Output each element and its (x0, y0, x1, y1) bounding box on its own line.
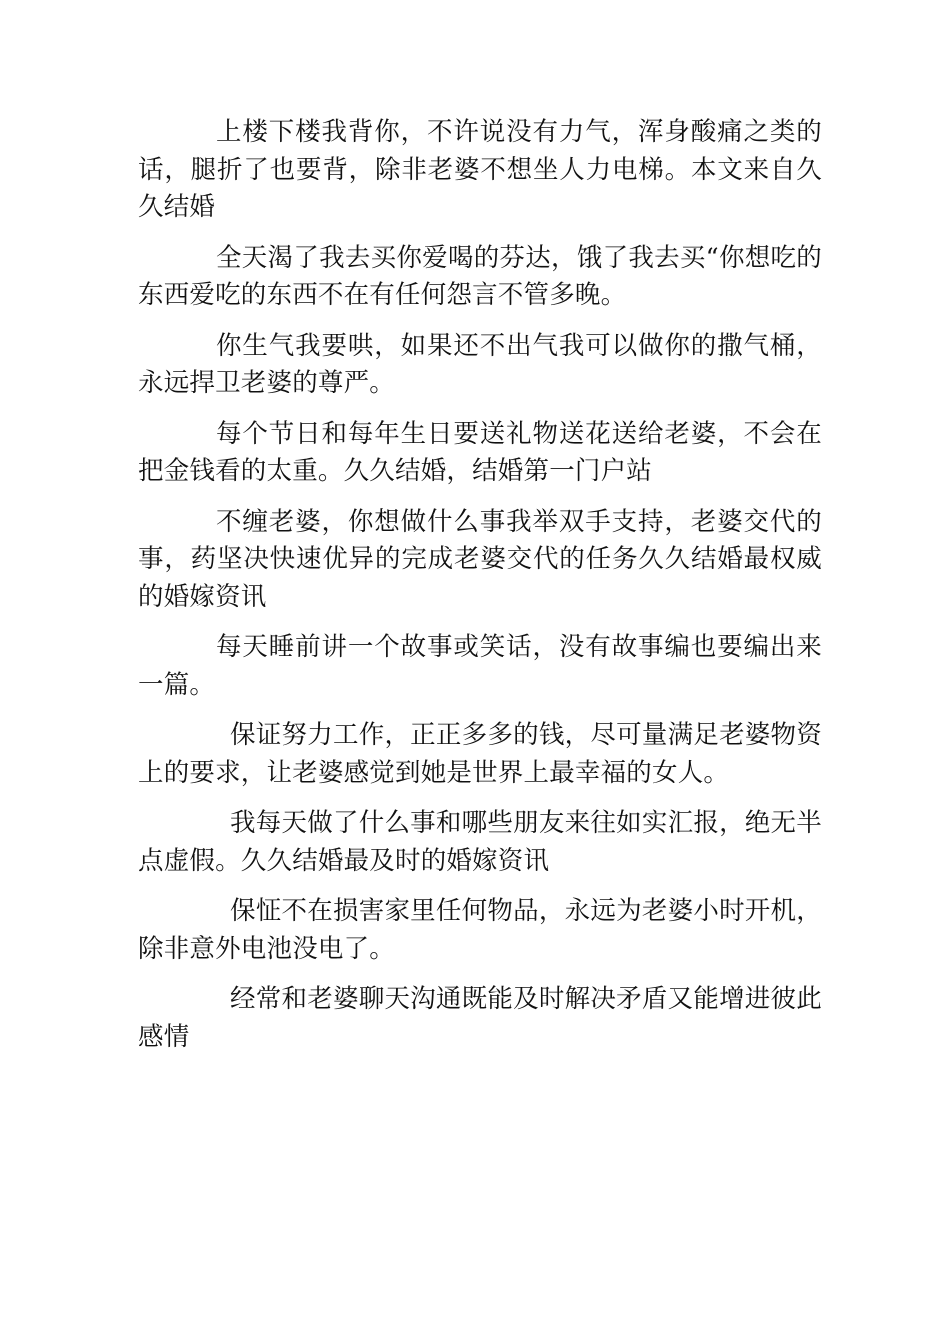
paragraph-1: 上楼下楼我背你，不许说没有力气，浑身酸痛之类的话，腿折了也要背，除非老婆不想坐人力电梯。本文来自久久结婚 (138, 117, 822, 222)
paragraph-3: 你生气我要哄，如果还不出气我可以做你的撒气桶，永远捍卫老婆的尊严。 (138, 330, 822, 398)
paragraph-7: 保证努力工作，正正多多的钱，尽可量满足老婆物资上的要求，让老婆感觉到她是世界上最幸福的女人。 (138, 720, 822, 788)
paragraph-9: 保怔不在损害家里任何物品，永远为老婆小时开机，除非意外电池没电了。 (138, 896, 822, 964)
paragraph-8: 我每天做了什么事和哪些朋友来往如实汇报，绝无半点虚假。久久结婚最及时的婚嫁资讯 (138, 808, 822, 876)
document-body (138, 114, 822, 1069)
paragraph-10: 经常和老婆聊天沟通既能及时解决矛盾又能增进彼此感情 (138, 984, 822, 1052)
paragraph-4: 每个节日和每年生日要送礼物送花送给老婆，不会在把金钱看的太重。久久结婚，结婚第一门户站 (138, 418, 822, 486)
paragraph-6: 每天睡前讲一个故事或笑话，没有故事编也要编出来一篇。 (138, 632, 822, 700)
paragraph-2: 全天渴了我去买你爱喝的芬达，饿了我去买“你想吃的东西爱吃的东西不在有任何怨言不管多晚。 (138, 242, 822, 310)
paragraph-5: 不缠老婆，你想做什么事我举双手支持，老婆交代的事，药坚决快速优异的完成老婆交代的任务久久结婚最权威的婚嫁资讯 (138, 506, 822, 612)
